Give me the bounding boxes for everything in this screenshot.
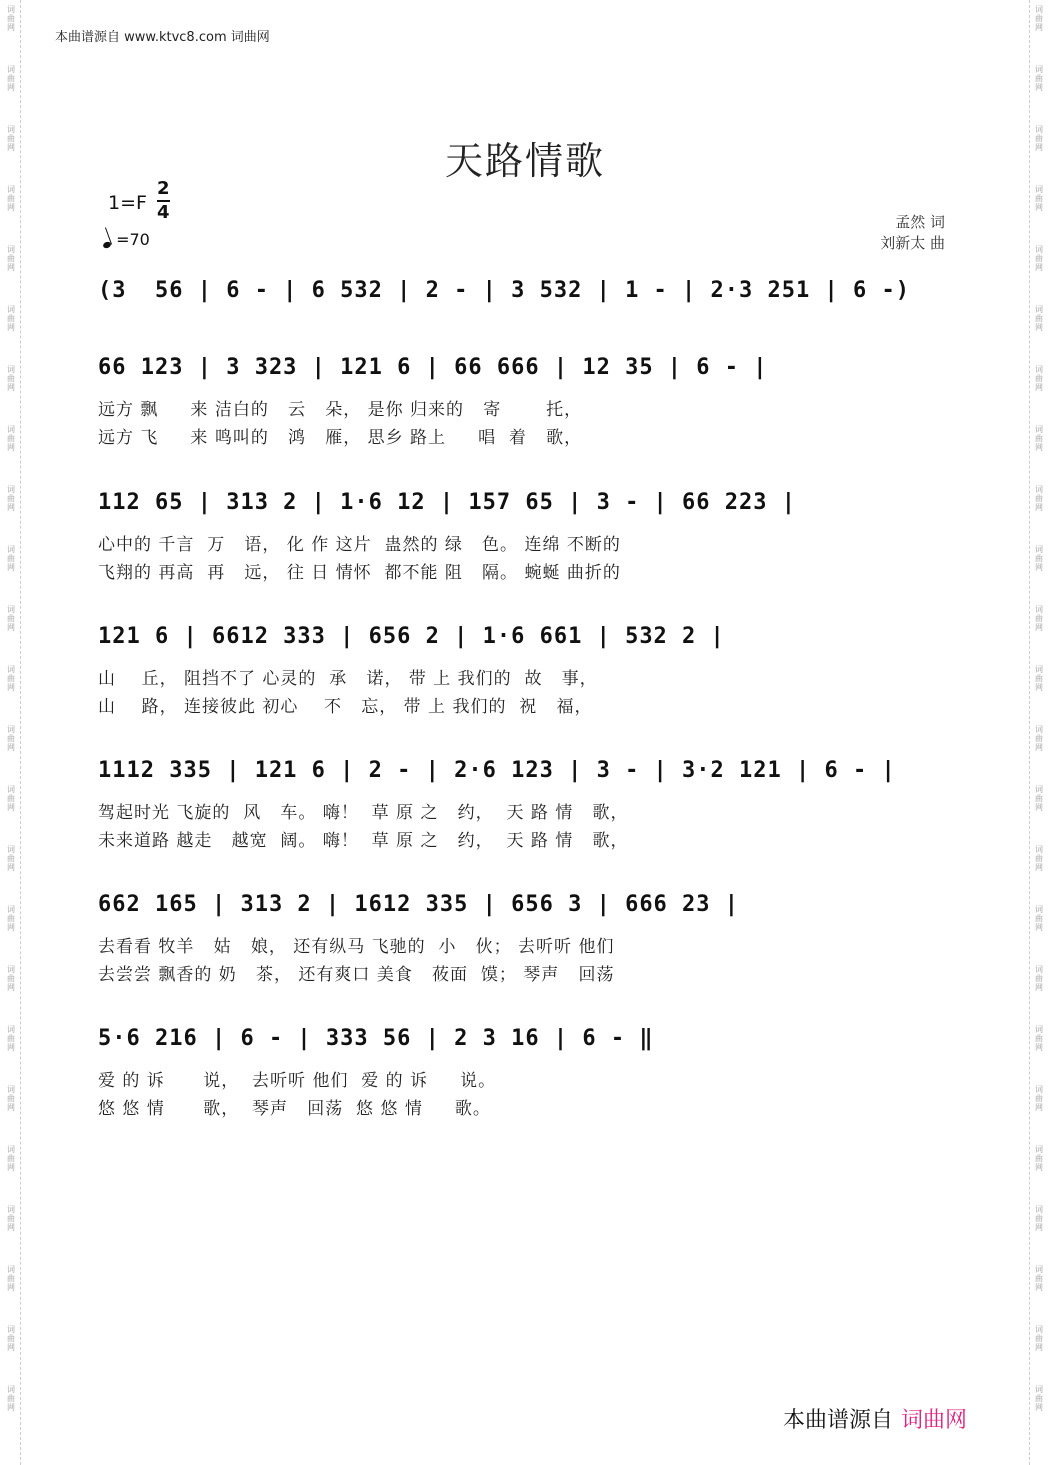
- watermark-text: 词 曲 网: [7, 1265, 15, 1292]
- watermark-text: 词 曲 网: [1035, 785, 1043, 812]
- watermark-text: 词 曲 网: [1035, 1265, 1043, 1292]
- watermark-text: 词 曲 网: [1035, 425, 1043, 452]
- watermark-text: 词 曲 网: [1035, 305, 1043, 332]
- watermark-text: 词 曲 网: [7, 305, 15, 332]
- watermark-text: 词 曲 网: [1035, 245, 1043, 272]
- watermark-text: 词 曲 网: [7, 845, 15, 872]
- lyric-line: 去看看 牧羊 姑 娘， 还有纵马 飞驰的 小 伙； 去听听 他们: [98, 937, 615, 957]
- lyricist: 孟然 词: [895, 213, 945, 231]
- watermark-text: 词 曲 网: [1035, 725, 1043, 752]
- lyric-line: 悠 悠 情 歌， 琴声 回荡 悠 悠 情 歌。: [98, 1099, 491, 1119]
- watermark-text: 词 曲 网: [1035, 845, 1043, 872]
- lyric-line: 远方 飞 来 鸣叫的 鸿 雁， 思乡 路上 唱 着 歌，: [98, 428, 583, 448]
- watermark-text: 词 曲 网: [1035, 65, 1043, 92]
- source-header: 本曲谱源自 www.ktvc8.com 词曲网: [55, 30, 270, 45]
- watermark-text: 词 曲 网: [1035, 1205, 1043, 1232]
- watermark-text: 词 曲 网: [1035, 665, 1043, 692]
- watermark-text: 词 曲 网: [7, 1145, 15, 1172]
- watermark-text: 词 曲 网: [7, 125, 15, 152]
- lyric-line: 去尝尝 飘香的 奶 茶， 还有爽口 美食 莜面 馍； 琴声 回荡: [98, 965, 615, 985]
- watermark-text: 词 曲 网: [1035, 1325, 1043, 1352]
- watermark-text: 词 曲 网: [7, 545, 15, 572]
- watermark-text: 词 曲 网: [7, 5, 15, 32]
- credits: [880, 212, 945, 254]
- footer-source: [783, 1403, 967, 1434]
- lyric-line: 驾起时光 飞旋的 风 车。 嗨！ 草 原 之 约， 天 路 情 歌，: [98, 803, 629, 823]
- watermark-text: 词 曲 网: [1035, 185, 1043, 212]
- notation-line: 5·6 216 | 6 - | 333 56 | 2 3 16 | 6 - ‖: [98, 1026, 654, 1051]
- quarter-note-icon: [102, 241, 112, 249]
- watermark-text: 词 曲 网: [7, 1385, 15, 1412]
- watermark-text: 词 曲 网: [7, 485, 15, 512]
- key-signature: 1=F: [108, 192, 147, 214]
- watermark-text: 词 曲 网: [7, 1025, 15, 1052]
- watermark-text: 词 曲 网: [7, 1085, 15, 1112]
- watermark-text: 词 曲 网: [7, 65, 15, 92]
- watermark-text: 词 曲 网: [1035, 605, 1043, 632]
- watermark-text: 词 曲 网: [1035, 485, 1043, 512]
- watermark-text: 词 曲 网: [1035, 125, 1043, 152]
- notation-line: 66 123 | 3 323 | 121 6 | 66 666 | 12 35 | 6 - |: [98, 355, 768, 380]
- watermark-text: 词 曲 网: [1035, 545, 1043, 572]
- watermark-text: 词 曲 网: [7, 1325, 15, 1352]
- page-title: 天路情歌: [444, 139, 605, 183]
- watermark-text: 词 曲 网: [7, 365, 15, 392]
- watermark-text: 词 曲 网: [1035, 365, 1043, 392]
- composer: 刘新太 曲: [880, 234, 945, 252]
- notation-line: 662 165 | 313 2 | 1612 335 | 656 3 | 666 23 |: [98, 892, 740, 917]
- watermark-text: 词 曲 网: [1035, 1085, 1043, 1112]
- lyric-line: 爱 的 诉 说， 去听听 他们 爱 的 诉 说。: [98, 1071, 497, 1091]
- lyric-line: 未来道路 越走 越宽 阔。 嗨！ 草 原 之 约， 天 路 情 歌，: [98, 831, 629, 851]
- watermark-text: 词 曲 网: [1035, 965, 1043, 992]
- tempo-value: =70: [116, 230, 150, 249]
- watermark-text: 词 曲 网: [1035, 5, 1043, 32]
- notation-line: 1112 335 | 121 6 | 2 - | 2·6 123 | 3 - | 3·2 121 | 6 - |: [98, 758, 896, 783]
- watermark-text: 词 曲 网: [7, 905, 15, 932]
- watermark-text: 词 曲 网: [7, 185, 15, 212]
- right-watermark-strip: [1029, 0, 1048, 1465]
- lyric-line: 心中的 千言 万 语， 化 作 这片 蛊然的 绿 色。 连绵 不断的: [98, 535, 621, 555]
- watermark-text: 词 曲 网: [7, 725, 15, 752]
- notation-line: (3 56 | 6 - | 6 532 | 2 - | 3 532 | 1 - | 2·3 251 | 6 -): [98, 278, 910, 303]
- watermark-text: 词 曲 网: [7, 245, 15, 272]
- tempo-mark: [103, 230, 150, 249]
- lyric-line: 山 丘， 阻挡不了 心灵的 承 诺， 带 上 我们的 故 事，: [98, 669, 598, 689]
- watermark-text: 词 曲 网: [7, 665, 15, 692]
- watermark-text: 词 曲 网: [7, 785, 15, 812]
- watermark-text: 词 曲 网: [7, 965, 15, 992]
- notation-line: 121 6 | 6612 333 | 656 2 | 1·6 661 | 532 2 |: [98, 624, 725, 649]
- time-top: 2: [157, 178, 170, 199]
- time-signature: [157, 180, 170, 222]
- watermark-text: 词 曲 网: [1035, 1025, 1043, 1052]
- lyric-line: 山 路， 连接彼此 初心 不 忘， 带 上 我们的 祝 福，: [98, 697, 593, 717]
- watermark-text: 词 曲 网: [1035, 905, 1043, 932]
- lyric-line: 飞翔的 再高 再 远， 往 日 情怀 都不能 阻 隔。 蜿蜒 曲折的: [98, 563, 621, 583]
- notation-line: 112 65 | 313 2 | 1·6 12 | 157 65 | 3 - | 66 223 |: [98, 490, 797, 515]
- watermark-text: 词 曲 网: [1035, 1145, 1043, 1172]
- watermark-text: 词 曲 网: [7, 425, 15, 452]
- left-watermark-strip: [2, 0, 21, 1465]
- watermark-text: 词 曲 网: [7, 1205, 15, 1232]
- time-bottom: 4: [157, 202, 170, 223]
- watermark-text: 词 曲 网: [1035, 1385, 1043, 1412]
- watermark-text: 词 曲 网: [7, 605, 15, 632]
- footer-site-name: 词曲网: [901, 1408, 968, 1433]
- lyric-line: 远方 飘 来 洁白的 云 朵， 是你 归来的 寄 托，: [98, 400, 583, 420]
- footer-source-label: 本曲谱源自: [783, 1408, 894, 1433]
